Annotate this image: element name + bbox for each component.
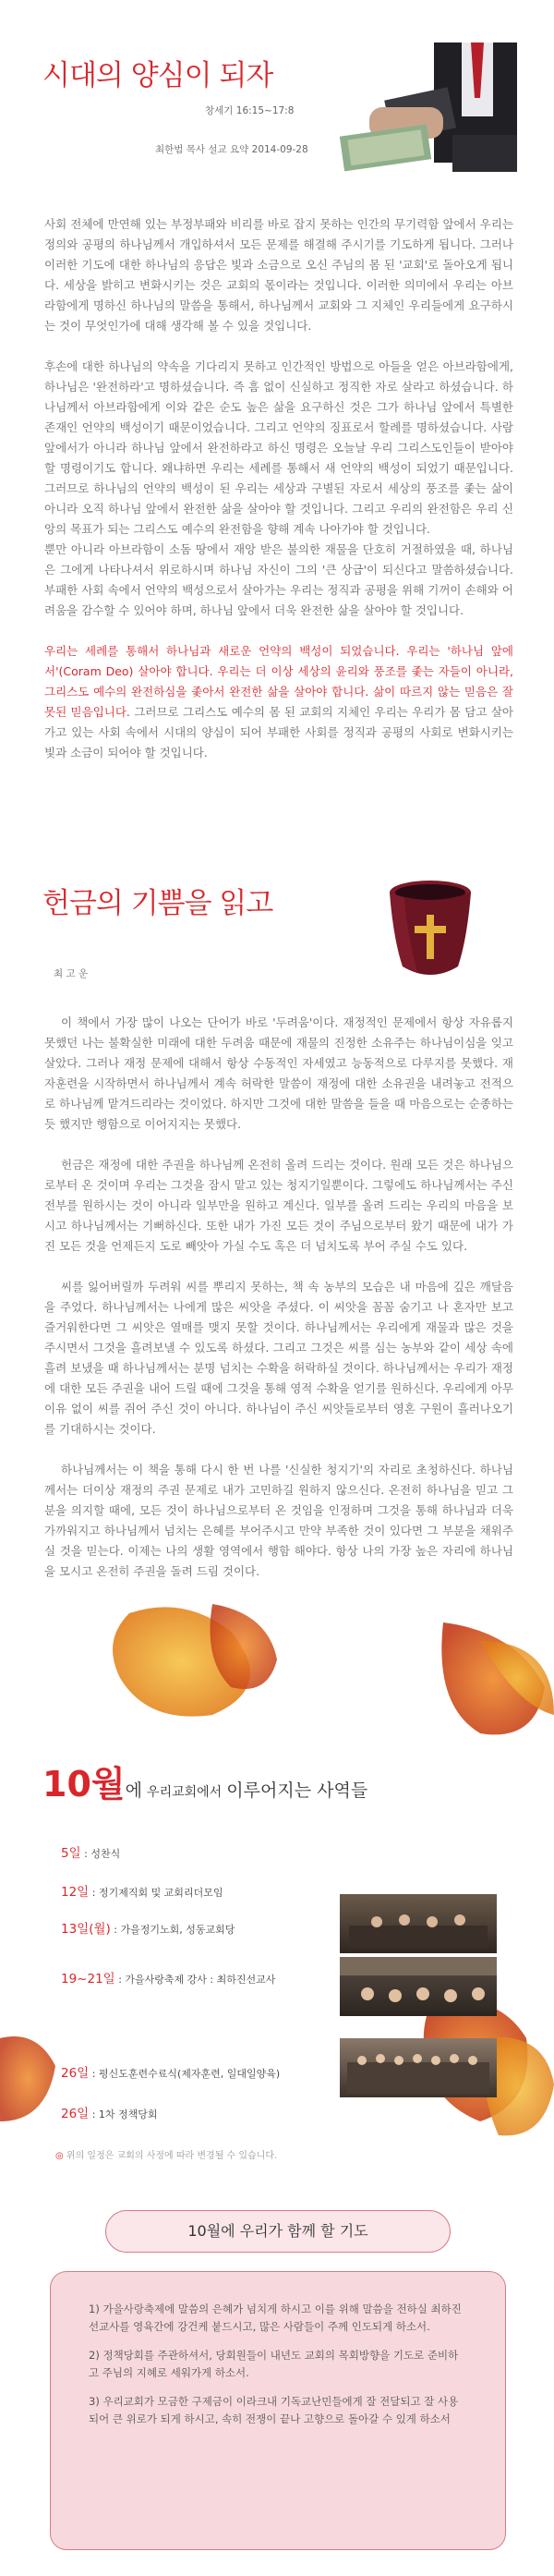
schedule-item: 12일 : 정기제직회 및 교회리더모임: [61, 1885, 223, 1900]
bribery-illustration: [332, 43, 526, 181]
review-paragraph: 씨를 잃어버릴까 두려워 씨를 뿌리지 못하는, 책 속 농부의 모습은 내 마음에 깊은 깨달음을 주었다. 하나님께서는 나에게 많은 씨앗을 주셨다. 이 씨앗을 꼼꼼 숨기고 나 혼자만 보고 즐거워한다면 그 씨앗은 열매를 맺지 못할 것이다. 하나님께서는 우리에게 재물과 많은 것을 주시면서 그것을 흘려보낼 수 있도록 하셨다. 그리고 그것은 씨를 심는 농부와 같이 세상 속에 흘려 보냈을 때 하나님께서는 분명 넘치는 수확을 허락하실 것이다. 하나님께서는 우리가 재정에 대한 모든 주권을 내어 드릴 때에 그것을 통해 영적 수확을 얻기를 원하신다. 우리에게 아무 이유 없이 씨를 쥐어 주신 것이 아니다. 하나님이 주신 씨앗들로부터 영혼 구원이 흘러나오기를 기대하시는 것이다.: [44, 1280, 513, 1436]
schedule-notice: ◎ 위의 일정은 교회의 사정에 따라 변경될 수 있습니다.: [55, 2151, 278, 2161]
sermon-title: 시대의 양심이 되자: [42, 59, 273, 92]
prayer-item: 1) 가을사랑축제에 말씀의 은혜가 넘치게 하시고 이를 위해 말씀을 전하실 최하진선교사를 영육간에 강건케 붙드시고, 많은 사람들이 주께 인도되게 하소서.: [89, 2303, 462, 2333]
schedule-item: 13일(월) : 가을정기노회, 성동교회당: [61, 1922, 235, 1937]
events-particle: 에: [125, 1780, 142, 1801]
review-author: 최 고 운: [54, 968, 89, 979]
prayer-list: [89, 2301, 467, 2439]
schedule-item: 5일 : 성찬식: [61, 1846, 121, 1861]
event-photo-graduation: [340, 2038, 497, 2097]
review-paragraph: 하나님께서는 이 책을 통해 다시 한 번 나를 '신실한 청지기'의 자리로 초청하신다. 하나님께서는 더이상 재정의 주권 문제로 내가 고민하길 원하지 않으신다. 온전히 하나님을 믿고 그분을 의지할 때에, 모든 것이 하나님으로부터 온 것임을 인정하며 그것을 통해 하나님과 더욱 가까워지고 하나님께서 넘치는 은혜를 부어주시고 만약 부족한 것이 있다면 그 부분을 채워주실 것을 믿는다. 이제는 나의 생활 영역에서 행함 해야다. 항상 나의 가장 높은 자리에 하나님을 모시고 온전히 주권을 돌려 드림 것이다.: [44, 1463, 513, 1578]
events-heading: [42, 1756, 367, 1806]
sermon-highlight: 우리는 세례를 통해서 하나님과 새로운 언약의 백성이 되었습니다. 우리는 '하나님 앞에서'(Coram Deo) 살아야 합니다. 우리는 더 이상 세상의 윤리와 풍조를 좇는 자들이 아니라, 그리스도 예수의 완전하심을 좇아서 완전한 삶을 살아야 합니다. 삶이 따르지 않는 믿음은 잘못된 믿음입니다.: [44, 644, 513, 719]
sermon-body: [44, 214, 513, 763]
prayer-title: 10월에 우리가 함께 할 기도: [105, 2210, 451, 2253]
sermon-byline: 최한범 목사 설교 요약 2014-09-28: [155, 144, 308, 155]
event-photo-worship: [340, 1894, 497, 1953]
event-photo-festival: [340, 1957, 497, 2016]
review-title: 헌금의 기쁨을 읽고: [42, 887, 273, 920]
offering-bag-illustration: [384, 874, 476, 985]
events-month: 10월: [42, 1764, 126, 1804]
review-body: [44, 1013, 513, 1602]
prayer-item: 3) 우리교회가 모금한 구제금이 이라크내 기독교난민들에게 잘 전달되고 잘 사용되어 큰 위로가 되게 하시고, 속히 전쟁이 끝나 고향으로 돌아갈 수 있게 하소서: [89, 2395, 459, 2425]
schedule-item: 26일 : 1차 정책당회: [61, 2107, 158, 2121]
sermon-paragraph: 사회 전체에 만연해 있는 부정부패와 비리를 바로 잡지 못하는 인간의 무기력함 앞에서 우리는 정의와 공평의 하나님께서 개입하셔서 모든 문제를 해결해 주시기를 기도하게 됩니다. 그러나 이러한 기도에 대한 하나님의 응답은 빛과 소금으로 오신 주님의 몸 된 '교회'로 돌아오게 됩니다. 세상을 밝히고 변화시키는 것은 교회의 몫이라는 것입니다. 이러한 의미에서 우리는 아브라함에게 명하신 하나님의 말씀을 통해서, 하나님께서 교회와 그 지체인 우리들에게 요구하시는 것이 무엇인가에 대해 생각해 볼 수 있을 것입니다.: [44, 217, 513, 333]
schedule-item: 26일 : 평신도훈련수료식(제자훈련, 일대일양육): [61, 2066, 281, 2081]
notice-bullet-icon: ◎: [55, 2151, 64, 2161]
schedule-item: 19~21일 : 가을사랑축제 강사 : 최하진선교사: [61, 1972, 276, 1987]
events-label: 이루어지는 사역들: [226, 1780, 368, 1801]
sermon-paragraph: 뿐만 아니라 아브라함이 소돔 땅에서 재앙 받은 불의한 재물을 단호히 거절하였을 때, 하나님은 그에게 나타나셔서 위로하시며 하나님 자신이 그의 '큰 상급'이 되신다고 말씀하셨습니다. 부패한 사회 속에서 언약의 백성으로서 살아가는 우리는 정직과 공평을 위해 기꺼이 손해와 어려움을 감수할 수 있어야 하며, 하나님 앞에서 더욱 완전한 삶을 살아야 할 것입니다.: [44, 542, 513, 617]
events-church: 우리교회에서: [147, 1785, 223, 1800]
sermon-highlight-tail: 그러므로 그리스도 예수의 몸 된 교회의 지체인 우리는 우리가 몸 담고 살아가고 있는 사회 속에서 시대의 양심이 되어 부패한 사회를 정직과 공평의 사회로 변화시키는 빛과 소금이 되어야 할 것입니다.: [44, 705, 513, 759]
review-paragraph: 헌금은 재정에 대한 주권을 하나님께 온전히 올려 드리는 것이다. 원래 모든 것은 하나님으로부터 온 것이며 우리는 그것을 잠시 맡고 있는 청지기일뿐이다. 그렇에도 하나님께서는 주신 전부를 원하시는 것이 아니라 일부만을 원하고 계신다. 일부를 올려 드리는 우리의 마음을 보시고 하나님께서는 기뻐하신다. 또한 내가 가진 모든 것이 주님으로부터 왔기 때문에 내가 가진 모든 것을 언제든지 도로 빼앗아 가실 수도 혹은 더 넘치도록 부어 주실 수도 있다.: [44, 1158, 513, 1253]
review-paragraph: 이 책에서 가장 많이 나오는 단어가 바로 '두려움'이다. 재정적인 문제에서 항상 자유롭지 못했던 나는 불확실한 미래에 대한 두려움 때문에 재물의 진정한 소유주는 하나님이심을 잊고 살았다. 그러나 재정 문제에 대해서 항상 수동적인 자세였고 능동적으로 다루지를 못했다. 재자훈련을 시작하면서 하나님께서 계속 허락한 말씀이 재정에 대한 소유권을 내려놓고 전적으로 하나님께 맡겨드리라는 것이었다. 하지만 그것에 대한 말씀을 들을 때 마음으로는 순종하는 듯 했지만 행함으로 이어지지는 못했다.: [44, 1015, 513, 1131]
sermon-scripture: 창세기 16:15~17:8: [205, 105, 295, 116]
prayer-item: 2) 정책당회를 주관하셔서, 당회원들이 내년도 교회의 목회방향을 기도로 준비하고 주님의 지혜로 세워가게 하소서.: [89, 2349, 459, 2379]
sermon-paragraph: 후손에 대한 하나님의 약속을 기다리지 못하고 인간적인 방법으로 아들을 얻은 아브라함에게, 하나님은 '완전하라'고 명하셨습니다. 즉 흠 없이 신실하고 정직한 자로 살라고 하셨습니다. 하나님께서 아브라함에게 이와 같은 순도 높은 삶을 요구하신 것은 그가 하나님 앞에서 특별한 존재인 언약의 백성이기 때문이었습니다. 그리고 언약의 징표로서 할례를 명하셨습니다. 사람 앞에서가 아니라 하나님 앞에서 완전하라고 하신 명령은 오늘날 우리 그리스도인들이 받아야 할 명령이기도 합니다. 왜냐하면 우리는 세례를 통해서 새 언약의 백성이 되었기 때문입니다. 그러므로 하나님의 언약의 백성이 된 우리는 세상과 구별된 자로서 세상의 풍조를 좇는 삶이 아니라 오직 하나님 앞에서 완전한 삶을 살아야 할 것입니다. 그리고 우리의 완전함은 우리 신앙의 목표가 되는 그리스도 예수의 완전함을 향해 계속 나아가야 할 것입니다.: [44, 359, 513, 536]
